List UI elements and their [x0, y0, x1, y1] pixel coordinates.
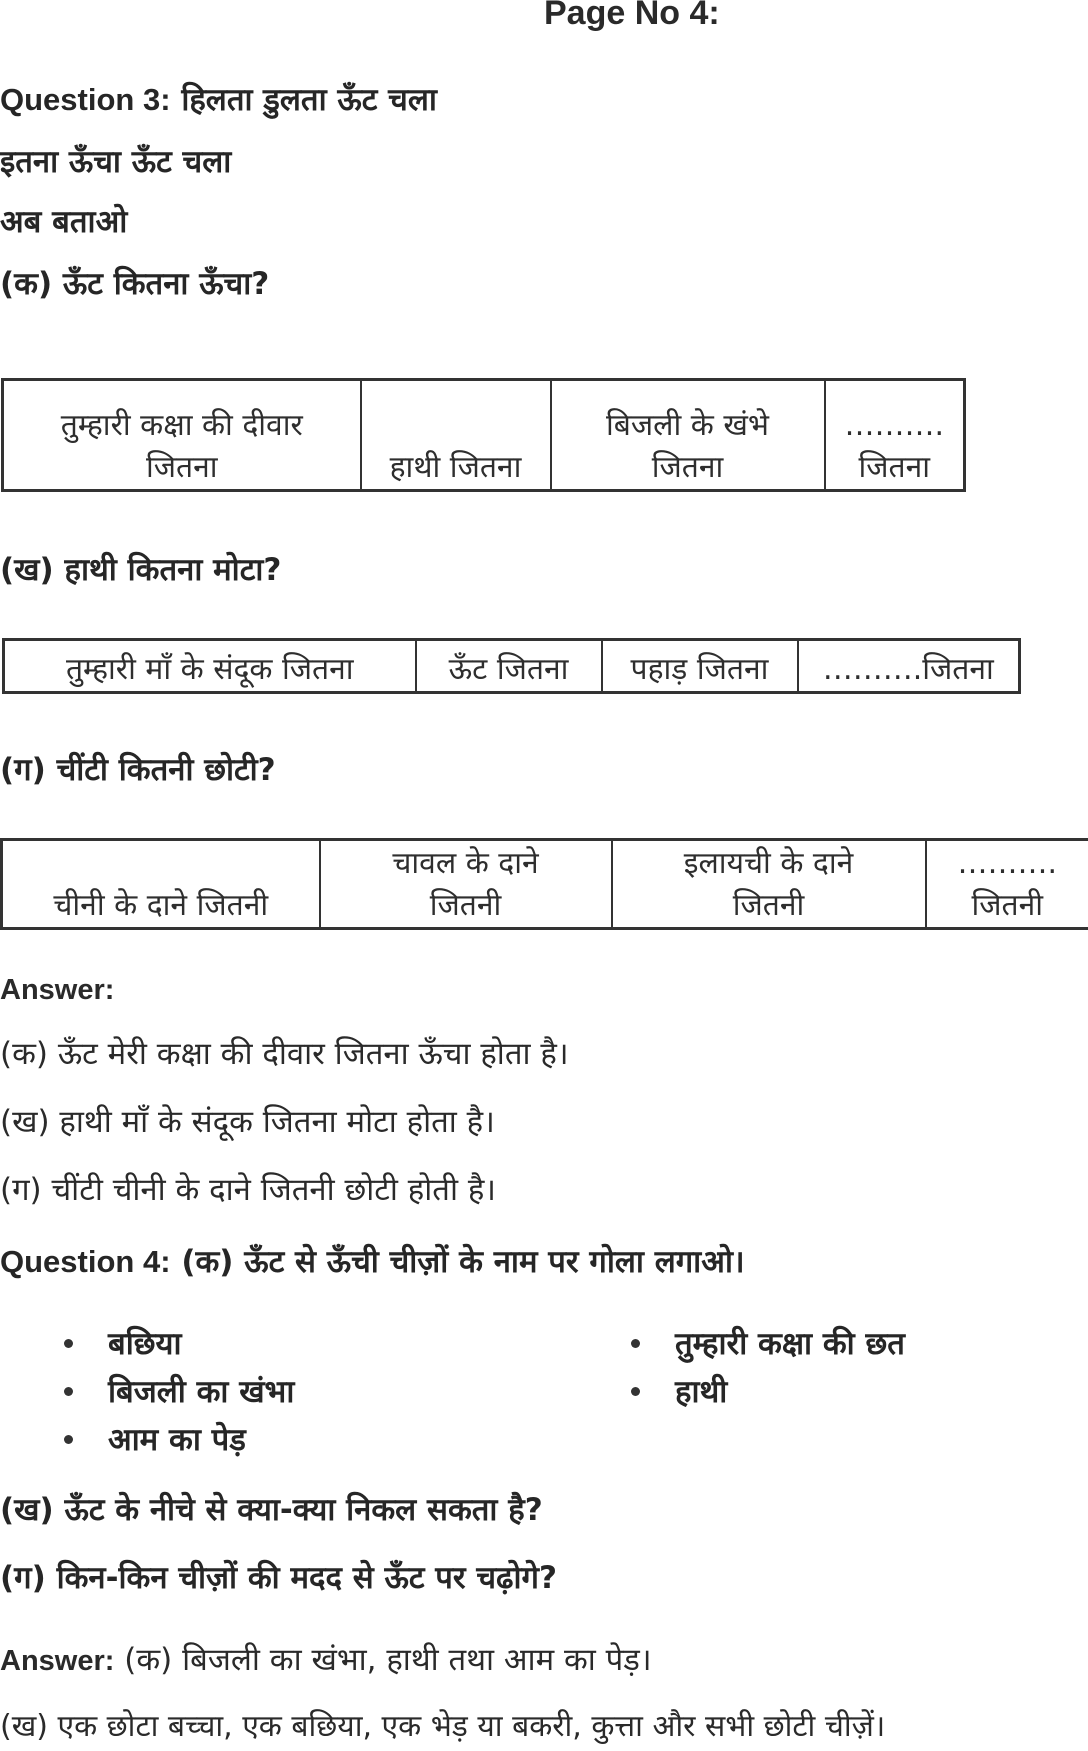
list-item: हाथी [631, 1370, 727, 1412]
question-4a: (क) ऊँट से ऊँची चीज़ों के नाम पर गोला लगाओ। [181, 1244, 745, 1280]
option-cell: ………. जितनी [926, 840, 1088, 929]
option-cell: तुम्हारी माँ के संदूक जितना [4, 640, 416, 693]
answer-3a: (क) ऊँट मेरी कक्षा की दीवार जितना ऊँचा होता है। [0, 1036, 569, 1072]
bullet-icon [64, 1387, 73, 1396]
option-cell: ऊँट जितना [416, 640, 602, 693]
options-table-height [1, 378, 966, 492]
option-cell: तुम्हारी कक्षा की दीवार जितना [3, 380, 361, 491]
answer-4a: (क) बिजली का खंभा, हाथी तथा आम का पेड़। [124, 1642, 652, 1678]
page-title: Page No 4: [544, 0, 720, 32]
list-item: तुम्हारी कक्षा की छत [631, 1322, 905, 1364]
options-table-smallness [0, 838, 1088, 930]
list-item: आम का पेड़ [64, 1418, 246, 1460]
answer-3c: (ग) चींटी चीनी के दाने जितनी छोटी होती है। [0, 1172, 497, 1208]
option-cell: इलायची के दाने जितनी [612, 840, 926, 929]
option-cell: पहाड़ जितना [602, 640, 798, 693]
question-3c: (ग) चींटी कितनी छोटी? [0, 752, 276, 788]
option-cell: ………. जितना [825, 380, 965, 491]
question-4c: (ग) किन-किन चीज़ों की मदद से ऊँट पर चढ़ोगे? [0, 1560, 557, 1596]
option-cell: हाथी जितना [361, 380, 551, 491]
answer-label-q4: Answer: [0, 1645, 115, 1677]
answer-label-q3: Answer: [0, 974, 115, 1006]
list-item: बछिया [64, 1322, 181, 1364]
poem-line-1: हिलता डुलता ऊँट चला [181, 82, 437, 118]
list-item: बिजली का खंभा [64, 1370, 294, 1412]
poem-line-3: अब बताओ [0, 204, 128, 240]
answer-4b: (ख) एक छोटा बच्चा, एक बछिया, एक भेड़ या बकरी, कुत्ता और सभी छोटी चीज़ें। [0, 1709, 886, 1744]
option-cell: ……….जितना [798, 640, 1020, 693]
question-3-heading [0, 78, 437, 120]
option-cell: बिजली के खंभे जितना [551, 380, 825, 491]
bullet-icon [631, 1387, 640, 1396]
answer-4a-line [0, 1638, 652, 1680]
poem-line-2: इतना ऊँचा ऊँट चला [0, 144, 232, 180]
answer-3b: (ख) हाथी माँ के संदूक जितना मोटा होता है। [0, 1104, 495, 1140]
question-3a: (क) ऊँट कितना ऊँचा? [0, 266, 270, 302]
question-3-label: Question 3: [0, 82, 171, 117]
option-cell: चावल के दाने जितनी [320, 840, 612, 929]
question-4-heading [0, 1240, 745, 1282]
option-cell: चीनी के दाने जितनी [2, 840, 320, 929]
question-3b: (ख) हाथी कितना मोटा? [0, 552, 282, 588]
bullet-icon [64, 1435, 73, 1444]
bullet-icon [631, 1339, 640, 1348]
question-4-label: Question 4: [0, 1244, 171, 1279]
options-table-thickness [2, 638, 1021, 694]
question-4b: (ख) ऊँट के नीचे से क्या-क्या निकल सकता है? [0, 1492, 543, 1528]
bullet-icon [64, 1339, 73, 1348]
